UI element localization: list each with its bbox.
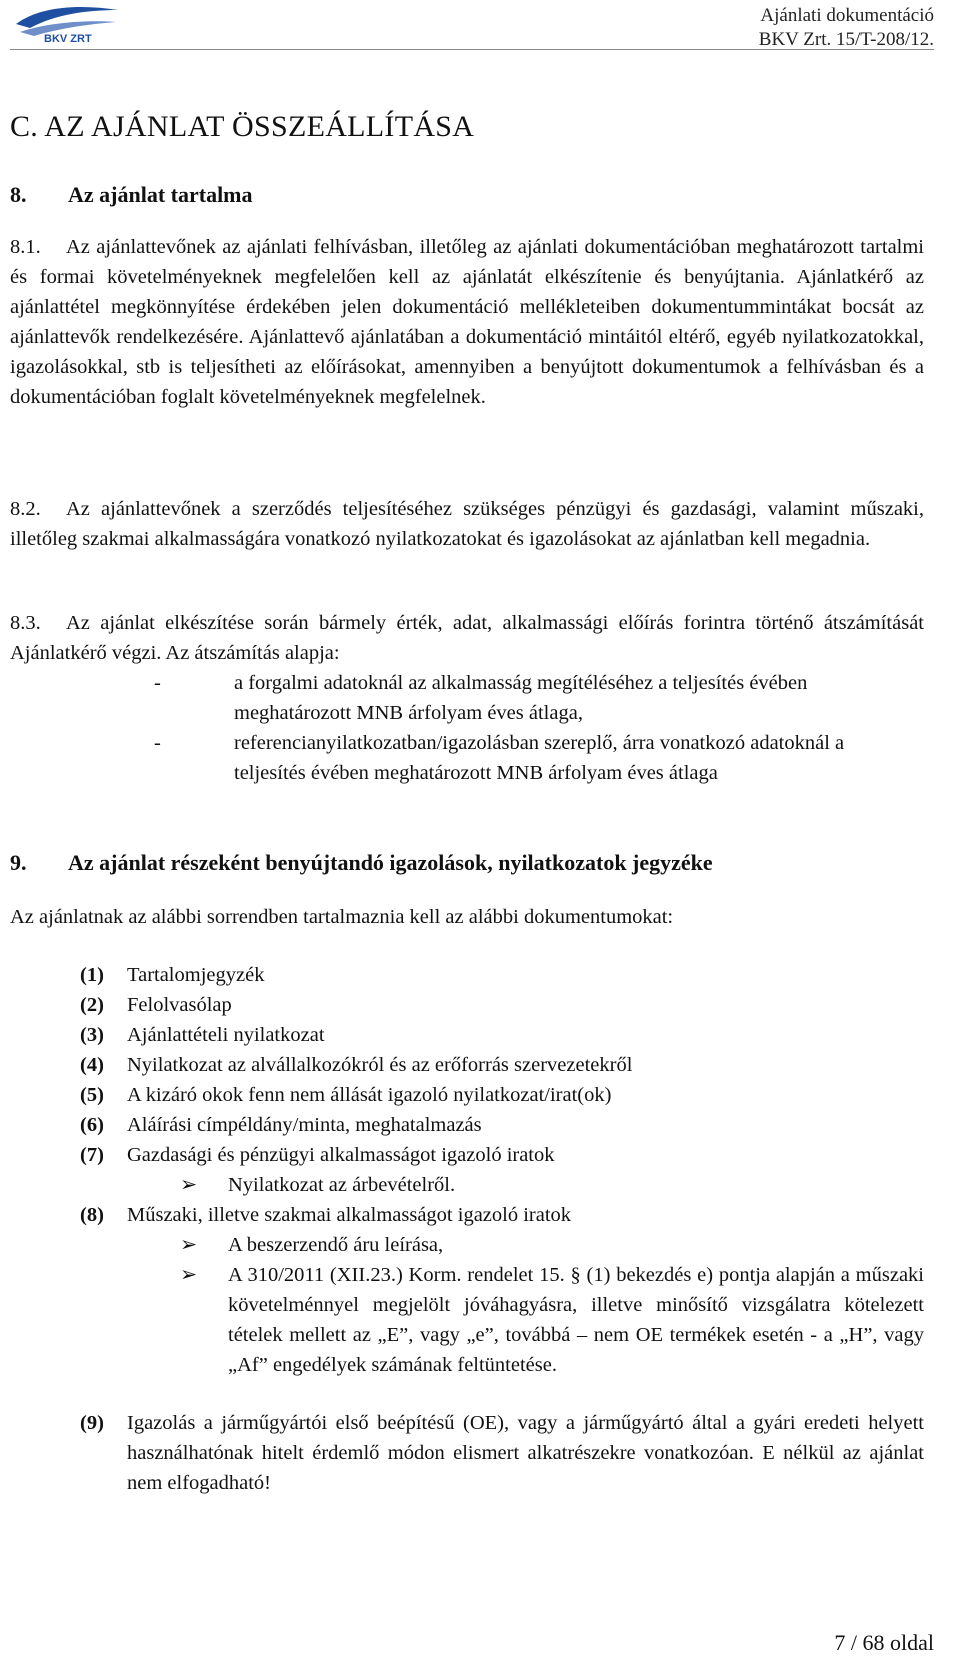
arrow-bullet-icon: ➢ xyxy=(180,1264,198,1286)
dash-marker: - xyxy=(154,732,161,754)
paragraph-number: 8.3. xyxy=(10,612,41,634)
heading-8 xyxy=(10,182,253,208)
paragraph-8-3 xyxy=(10,608,924,668)
dash-marker: - xyxy=(154,672,161,694)
item-text: Aláírási címpéldány/minta, meghatalmazás xyxy=(127,1114,482,1136)
intro-paragraph: Az ajánlatnak az alábbi sorrendben tartalmaznia kell az alábbi dokumentumokat: xyxy=(10,906,674,928)
item-text: Nyilatkozat az alvállalkozókról és az erőforrás szervezetekről xyxy=(127,1054,633,1076)
item-text: Felolvasólap xyxy=(127,994,232,1016)
sub-item-text: Nyilatkozat az árbevételről. xyxy=(228,1174,456,1196)
paragraph-8-2 xyxy=(10,494,924,554)
sub-item-text: A beszerzendő áru leírása, xyxy=(228,1234,444,1256)
arrow-bullet-icon: ➢ xyxy=(180,1174,198,1196)
bkv-logo xyxy=(10,2,122,46)
item-number: (1) xyxy=(80,964,104,986)
item-number: (4) xyxy=(80,1054,104,1076)
item-number: (8) xyxy=(80,1204,104,1226)
sub-item-text: A 310/2011 (XII.23.) Korm. rendelet 15. § (1) bekezdés e) pontja alapján a műszaki követelménnyel megjelölt jóváhagyásra, illetve minősítő vizsgálatra kötelezett tételek mellett az „E”, vagy „e”, továbbá – nem OE termékek esetén - a „H”, vagy „Af” engedélyek számának feltüntetése. xyxy=(228,1264,924,1376)
item-number: (9) xyxy=(80,1412,104,1434)
paragraph-number: 8.1. xyxy=(10,236,41,258)
item-text: A kizáró okok fenn nem állását igazoló nyilatkozat/irat(ok) xyxy=(127,1084,612,1106)
paragraph-number: 8.2. xyxy=(10,498,41,520)
item-number: (2) xyxy=(80,994,104,1016)
heading-text: Az ajánlat részeként benyújtandó igazolások, nyilatkozatok jegyzéke xyxy=(68,850,713,875)
section-title: C. AZ AJÁNLAT ÖSSZEÁLLÍTÁSA xyxy=(10,110,475,143)
paragraph-text: Az ajánlattevőnek a szerződés teljesítéséhez szükséges pénzügyi és gazdasági, valamint műszaki, illetőleg szakmai alkalmasságára vonatkozó nyilatkozatokat és igazolásokat az ajánlatban kell megadnia. xyxy=(10,498,924,550)
heading-9 xyxy=(10,850,713,876)
heading-number: 8. xyxy=(10,182,27,207)
heading-number: 9. xyxy=(10,850,27,875)
dash-text: a forgalmi adatoknál az alkalmasság megítéléséhez a teljesítés évében meghatározott MNB árfolyam éves átlaga, xyxy=(234,672,808,724)
item-text: Gazdasági és pénzügyi alkalmasságot igazoló iratok xyxy=(127,1144,555,1166)
item-number: (3) xyxy=(80,1024,104,1046)
page-number: 7 / 68 oldal xyxy=(834,1630,934,1655)
item-text: Ajánlattételi nyilatkozat xyxy=(127,1024,325,1046)
doc-title: Ajánlati dokumentáció xyxy=(760,5,934,26)
heading-text: Az ajánlat tartalma xyxy=(68,182,253,207)
item-number: (5) xyxy=(80,1084,104,1106)
doc-reference: BKV Zrt. 15/T-208/12. xyxy=(758,29,934,50)
item-text: Igazolás a járműgyártói első beépítésű (OE), vagy a járműgyártó által a gyári eredeti helyett használhatónak hitelt érdemlő módon elismert alkatrészekre vonatkozóan. E nélkül az ajánlat nem elfogadható! xyxy=(127,1412,924,1494)
item-number: (7) xyxy=(80,1144,104,1166)
header-info xyxy=(759,4,934,52)
header-divider xyxy=(10,49,934,50)
arrow-bullet-icon: ➢ xyxy=(180,1234,198,1256)
paragraph-text: Az ajánlattevőnek az ajánlati felhívásban, illetőleg az ajánlati dokumentációban meghatározott tartalmi és formai követelményeknek megfelelően kell az ajánlatát elkészítenie és benyújtania. Ajánlatkérő az ajánlattétel megkönnyítése érdekében jelen dokumentáció mellékleteiben dokumentummintákat bocsát az ajánlattevők rendelkezésére. Ajánlattevő ajánlatában a dokumentáció mintáitól eltérő, egyéb nyilatkozatokkal, igazolásokkal, stb is teljesítheti az előírásokat, amennyiben a benyújtott dokumentumok a felhívásban és a dokumentációban foglalt követelményeknek megfelelnek. xyxy=(10,236,924,408)
dash-text: referencianyilatkozatban/igazolásban szereplő, árra vonatkozó adatoknál a teljesítés évében meghatározott MNB árfolyam éves átlaga xyxy=(234,732,845,784)
logo-text: BKV ZRT xyxy=(44,33,92,45)
paragraph-8-1 xyxy=(10,232,924,412)
paragraph-text: Az ajánlat elkészítése során bármely érték, adat, alkalmassági előírás forintra történő átszámítását Ajánlatkérő végzi. Az átszámítás alapja: xyxy=(10,612,924,664)
item-text: Tartalomjegyzék xyxy=(127,964,265,986)
item-number: (6) xyxy=(80,1114,104,1136)
item-text: Műszaki, illetve szakmai alkalmasságot igazoló iratok xyxy=(127,1204,572,1226)
